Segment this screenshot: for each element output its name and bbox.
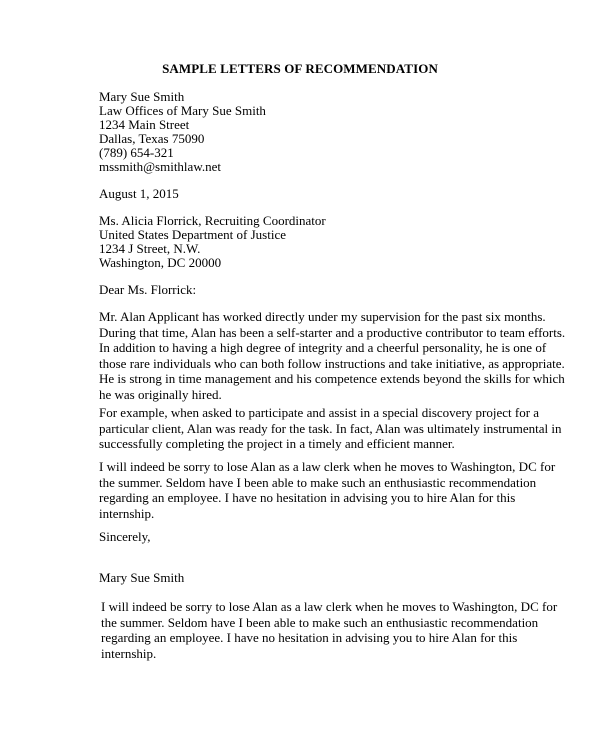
- recipient-organization: United States Department of Justice: [99, 227, 287, 242]
- signature-name: Mary Sue Smith: [99, 570, 185, 585]
- recipient-street: 1234 J Street, N.W.: [99, 241, 201, 256]
- sender-email: mssmith@smithlaw.net: [99, 159, 221, 174]
- paragraph-line: particular client, Alan was ready for the task. In fact, Alan was ultimately instrumental in: [99, 420, 562, 436]
- sender-street: 1234 Main Street: [99, 117, 190, 132]
- document-title: SAMPLE LETTERS OF RECOMMENDATION: [162, 61, 438, 76]
- paragraph-line: internship.: [101, 645, 157, 661]
- paragraph-line: regarding an employee. I have no hesitation in advising you to hire Alan for this: [101, 630, 518, 646]
- paragraph-line: internship.: [99, 505, 155, 521]
- paragraph-line: I will indeed be sorry to lose Alan as a law clerk when he moves to Washington, DC for: [101, 599, 558, 614]
- paragraph-line: For example, when asked to participate and assist in a special discovery project for a: [99, 405, 540, 420]
- body-paragraph-4: [101, 599, 558, 661]
- paragraph-line: he was originally hired.: [99, 386, 222, 402]
- paragraph-line: I will indeed be sorry to lose Alan as a law clerk when he moves to Washington, DC for: [99, 459, 556, 474]
- salutation: Dear Ms. Florrick:: [99, 282, 197, 297]
- body-paragraph-1: [99, 309, 566, 403]
- closing: Sincerely,: [99, 529, 151, 544]
- letter-date: August 1, 2015: [99, 186, 179, 201]
- paragraph-line: successfully completing the project in a timely and efficient manner.: [99, 436, 455, 452]
- sender-name: Mary Sue Smith: [99, 89, 185, 104]
- body-paragraph-2: [99, 405, 562, 452]
- paragraph-line: In addition to having a high degree of integrity and a cheerful personality, he is one of: [99, 340, 547, 356]
- paragraph-line: the summer. Seldom have I been able to make such an enthusiastic recommendation: [99, 474, 537, 490]
- paragraph-line: Mr. Alan Applicant has worked directly under my supervision for the past six months.: [99, 309, 546, 324]
- recipient-city: Washington, DC 20000: [99, 255, 222, 270]
- paragraph-line: He is strong in time management and his competence extends beyond the skills for which: [99, 371, 565, 387]
- paragraph-line: regarding an employee. I have no hesitation in advising you to hire Alan for this: [99, 490, 516, 506]
- sender-city: Dallas, Texas 75090: [99, 131, 205, 146]
- sender-phone: (789) 654-321: [99, 145, 174, 160]
- paragraph-line: the summer. Seldom have I been able to make such an enthusiastic recommendation: [101, 614, 539, 630]
- paragraph-line: those rare individuals who can both follow instructions and take initiative, as appropriate.: [99, 355, 565, 371]
- sender-firm: Law Offices of Mary Sue Smith: [99, 103, 266, 118]
- body-paragraph-3: [99, 459, 556, 521]
- paragraph-line: During that time, Alan has been a self-starter and a productive contributor to team efforts.: [99, 324, 566, 340]
- recipient-name-title: Ms. Alicia Florrick, Recruiting Coordinator: [99, 213, 326, 228]
